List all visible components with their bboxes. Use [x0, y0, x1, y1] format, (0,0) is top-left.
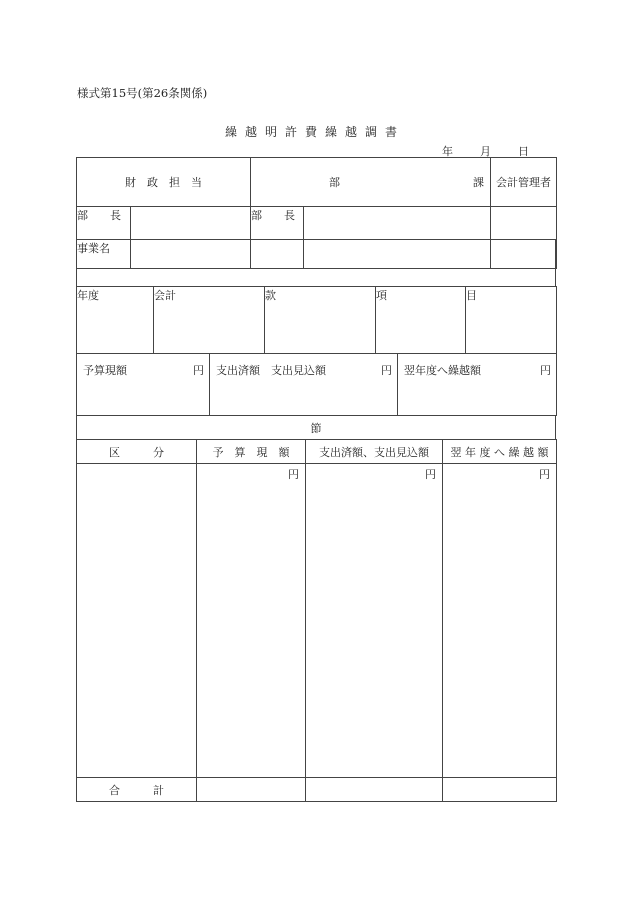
total-label: 合 計: [77, 778, 197, 802]
date-month: 月: [480, 145, 491, 158]
yosan-label: 予算現額: [83, 364, 127, 377]
form-reference: 様式第15号(第26条関係): [77, 86, 208, 100]
shishutsu-yen: 円: [381, 364, 392, 377]
date-day: 日: [518, 145, 529, 158]
bucho-label-1: 部 長: [77, 207, 131, 269]
total-kurikoshi: [443, 778, 557, 802]
yokunendo-yen: 円: [540, 364, 551, 377]
total-yosan: [197, 778, 306, 802]
project-name-label: 事業名: [77, 242, 110, 255]
yosan-genkaku-header: 予 算 現 額: [197, 440, 306, 464]
yosan-body-yen: 円: [288, 468, 299, 481]
yosan-yen: 円: [193, 364, 204, 377]
nendo-cell: 年度: [77, 287, 154, 354]
moku-cell: 目: [466, 287, 557, 354]
yosan-body: [197, 464, 306, 778]
yokunendo-label: 翌年度へ繰越額: [404, 364, 481, 377]
kurikoshi-body-yen: 円: [539, 468, 550, 481]
yosan-cell: [77, 354, 210, 416]
bu-label: 部: [329, 176, 340, 189]
kou-cell: 項: [376, 287, 466, 354]
ka-label: 課: [473, 176, 485, 189]
shishutsu-body-yen: 円: [425, 468, 436, 481]
yokunendo-cell: [398, 354, 557, 416]
setsu-header: 節: [77, 416, 556, 440]
total-shishutsu: [306, 778, 443, 802]
kurikoshi-header: 翌 年 度 へ 繰 越 額: [443, 440, 557, 464]
kaikei-kanrisha-header: 会計管理者: [491, 158, 557, 207]
detail-table: [76, 439, 557, 802]
classification-table: [76, 286, 557, 354]
kan-cell: 款: [265, 287, 376, 354]
project-table: [76, 239, 556, 287]
kaikei-cell: 会計: [154, 287, 265, 354]
project-name-cell: [77, 240, 556, 287]
shishutsu-header: 支出済額、支出見込額: [306, 440, 443, 464]
shishutsu-label: 支出済額 支出見込額: [216, 364, 326, 377]
bu-ka-header: [251, 158, 491, 207]
shishutsu-cell: [210, 354, 398, 416]
date-year: 年: [442, 145, 453, 158]
kurikoshi-body: [443, 464, 557, 778]
setsu-table: [76, 415, 556, 440]
zaisei-header: 財 政 担 当: [77, 158, 251, 207]
amounts-table: [76, 353, 557, 416]
document-title: 繰越明許費繰越調書: [224, 125, 405, 139]
bucho-label-2: 部 長: [251, 207, 304, 269]
shishutsu-body: [306, 464, 443, 778]
kubun-header: 区 分: [77, 440, 197, 464]
kubun-body: [77, 464, 197, 778]
